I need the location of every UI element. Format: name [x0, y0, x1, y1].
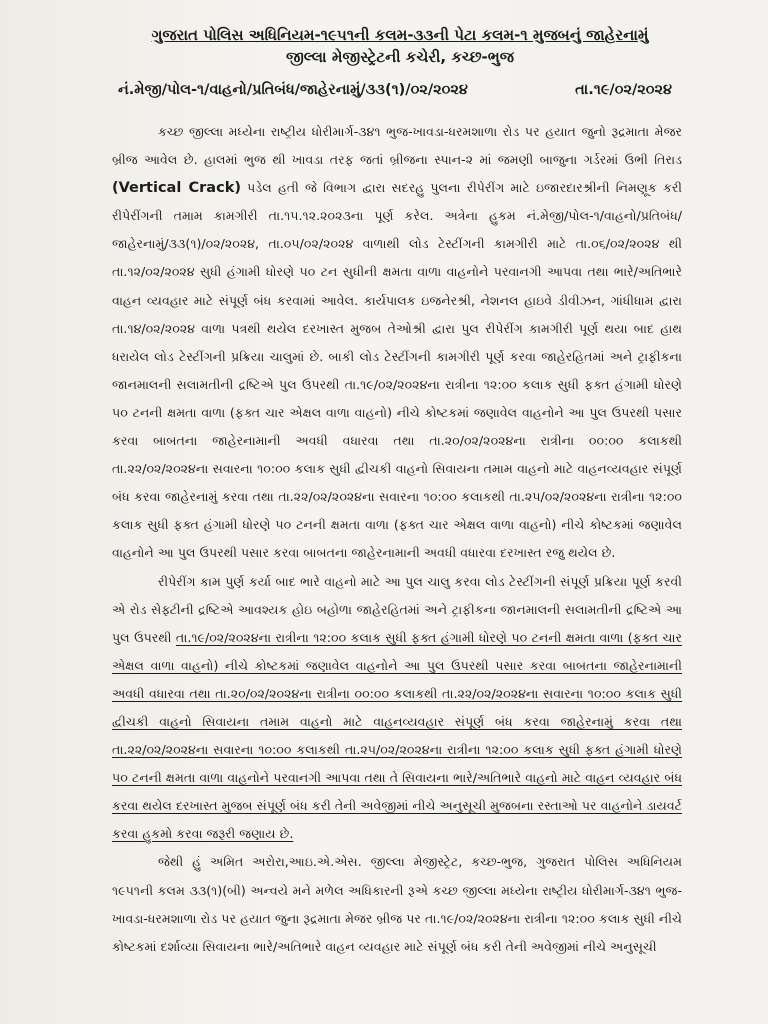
- heading-office: જીલ્લા મેજીસ્ટ્રેટની કચેરી, કચ્છ-ભુજ: [286, 48, 514, 66]
- document-heading: [120, 24, 680, 68]
- document-body: [112, 118, 682, 961]
- paragraph-2: [112, 568, 682, 849]
- vertical-crack-term: (Vertical Crack): [112, 180, 241, 197]
- reference-number: નં.મેજી/પોલ-૧/વાહનો/પ્રતિબંધ/જાહેરનામું/૩૩(૧)/૦૨/૨૦૨૪: [118, 82, 468, 98]
- paragraph-1-part-2: પડેલ હતી જે વિભાગ દ્વારા સદરહુ પુલના રીપેરીંગ માટે ઇજારદારશ્રીની નિમણૂક કરી રીપેરીંગની તમામ કામગીરી તા.૧૫.૧૨.૨૦૨૩ના પૂર્ણ કરેલ. અત્રેના હુકમ નં.મેજી/પોલ-૧/વાહનો/પ્રતિબંધ/ જાહેરનામું/૩૩(૧)/૦૨/૨૦૨૪, તા.૦૫/૦૨/૨૦૨૪ વાળાથી લોડ ટેસ્ટીંગની કામગીરી માટે તા.૦૬/૦૨/૨૦૨૪ થી તા.૧૨/૦૨/૨૦૨૪ સુધી હંગામી ધોરણે ૫૦ ટન સુધીની ક્ષમતા વાળા વાહનોને પરવાનગી આપવા તથા ભારે/અતિભારે વાહન વ્યવહાર માટે સંપૂર્ણ બંધ કરવામાં આવેલ. કાર્યપાલક ઇજનેરશ્રી, નેશનલ હાઇવે ડીવીઝન, ગાંધીધામ દ્વારા તા.૧૪/૦૨/૨૦૨૪ વાળા પત્રથી થયેલ દરખાસ્ત મુજબ તેઓશ્રી દ્વારા પુલ રીપેરીંગ કામગીરી પૂર્ણ થયા બાદ હાથ ધરાયેલ લોડ ટેસ્ટીંગની પ્રક્રિયા ચાલુમાં છે. બાકી લોડ ટેસ્ટીંગની કામગીરી પૂર્ણ કરવા જાહેરહિતમાં અને ટ્રાફીકના જાનમાલની સલામતીની દ્રષ્ટિએ પુલ ઉપરથી તા.૧૯/૦૨/૨૦૨૪ના રાત્રીના ૧૨:૦૦ કલાક સુધી ફક્ત હંગામી ધોરણે ૫૦ ટનની ક્ષમતા વાળા (ફક્ત ચાર એક્ષલ વાળા વાહનો) નીચે કોષ્ટકમાં જણાવેલ વાહનોને આ પુલ ઉપરથી પસાર કરવા બાબતના જાહેરનામાની અવધી વધારવા તથા તા.૨૦/૦૨/૨૦૨૪ના રાત્રીના ૦૦:૦૦ કલાકથી તા.૨૨/૦૨/૨૦૨૪ના સવારના ૧૦:૦૦ કલાક સુધી દ્વીચકી વાહનો સિવાયના તમામ વાહનો માટે વાહનવ્યવહાર સંપૂર્ણ બંધ કરવા જાહેરનામું કરવા તથા તા.૨૨/૦૨/૨૦૨૪ના સવારના ૧૦:૦૦ કલાકથી તા.૨૫/૦૨/૨૦૨૪ના રાત્રીના ૧૨:૦૦ કલાક સુધી ફક્ત હંગામી ધોરણે ૫૦ ટનની ક્ષમતા વાળા (ફક્ત ચાર એક્ષલ વાળા વાહનો) નીચે કોષ્ટકમાં જણાવેલ વાહનોને આ પુલ ઉપરથી પસાર કરવા બાબતના જાહેરનામાની અવધી વધારવા દરખાસ્ત રજુ થયેલ છે.: [112, 180, 682, 561]
- heading-act-title: ગુજરાત પોલિસ અધિનિયમ-૧૯૫૧ની કલમ-૩૩ની પેટા કલમ-૧ મુજબનું જાહેરનામું: [151, 26, 649, 44]
- reference-date: તા.૧૯/૦૨/૨૦૨૪: [575, 82, 672, 98]
- reference-line: [118, 82, 678, 98]
- paragraph-3: જેથી હું અમિત અરોરા,આઇ.એ.એસ. જીલ્લા મેજીસ્ટ્રેટ, કચ્છ-ભુજ, ગુજરાત પોલિસ અધિનિયમ ૧૯૫૧ની કલમ ૩૩(૧)(બી) અન્વયે મને મળેલ અધિકારની રૂએ કચ્છ જીલ્લા મધ્યેના રાષ્ટ્રીય ધોરીમાર્ગ-૩૪૧ ભુજ-ખાવડા-ધરમશાળા રોડ પર હયાત જુના રૂદ્રમાતા મેજર બ્રીજ પર તા.૧૯/૦૨/૨૦૨૪ના રાત્રીના ૧૨:૦૦ કલાક સુધી નીચે કોષ્ટકમાં દર્શાવ્યા સિવાયના ભારે/અતિભારે વાહન વ્યવહાર માટે સંપૂર્ણ બંધ કરી તેની અવેજીમાં નીચે અનુસૂચી: [112, 854, 682, 954]
- paragraph-1: [112, 118, 682, 568]
- paragraph-2-intro: રીપેરીંગ કામ પુર્ણ કર્યા બાદ ભારે વાહનો માટે આ પુલ ચાલુ કરવા લોડ ટેસ્ટીંગની સંપૂર્ણ પ્રક્રિયા પૂર્ણ કરવી એ રોડ સેફ્ટીની દ્રષ્ટિએ આવશ્યક હોઇ બહોળા જાહેરહિતમાં અને ટ્રાફીકના જાનમાલની સલામતીની દ્રષ્ટિએ આ પુલ ઉપરથી: [112, 573, 682, 645]
- paragraph-2-underlined: તા.૧૯/૦૨/૨૦૨૪ના રાત્રીના ૧૨:૦૦ કલાક સુધી ફક્ત હંગામી ધોરણે ૫૦ ટનની ક્ષમતા વાળા (ફક્ત ચાર એક્ષલ વાળા વાહનો) નીચે કોષ્ટકમાં જણાવેલ વાહનોને આ પુલ ઉપરથી પસાર કરવા બાબતના જાહેરનામાની અવધી વધારવા તથા તા.૨૦/૦૨/૨૦૨૪ના રાત્રીના ૦૦:૦૦ કલાકથી તા.૨૨/૦૨/૨૦૨૪ના સવારના ૧૦:૦૦ કલાક સુધી દ્વીચકી વાહનો સિવાયના તમામ વાહનો માટે વાહનવ્યવહાર સંપૂર્ણ બંધ કરવા જાહેરનામું કરવા તથા તા.૨૨/૦૨/૨૦૨૪ના સવારના ૧૦:૦૦ કલાકથી તા.૨૫/૦૨/૨૦૨૪ના રાત્રીના ૧૨:૦૦ કલાક સુધી ફક્ત હંગામી ધોરણે ૫૦ ટનની ક્ષમતા વાળા વાહનોને પરવાનગી આપવા તથા તે સિવાયના ભારે/અતિભારે વાહનો માટે વાહન વ્યવહાર બંધ કરવા થયેલ દરખાસ્ત મુજબ સંપૂર્ણ બંધ કરી તેની અવેજીમાં નીચે અનુસૂચી મુજબના રસ્તાઓ પર વાહનોને ડાયવર્ટ કરવા હુકમો કરવા જરૂરી જણાય છે.: [112, 629, 682, 842]
- paragraph-1-part-1: કચ્છ જીલ્લા મધ્યેના રાષ્ટ્રીય ધોરીમાર્ગ-૩૪૧ ભુજ-ખાવડા-ધરમશાળા રોડ પર હયાત જુનો રૂદ્રમાતા મેજર બ્રીજ આવેલ છે. હાલમાં ભુજ થી ખાવડા તરફ જતાં બ્રીજના સ્પાન-૨ માં જમણી બાજુના ગર્ડરમાં ઉભી તિરાડ: [112, 124, 682, 168]
